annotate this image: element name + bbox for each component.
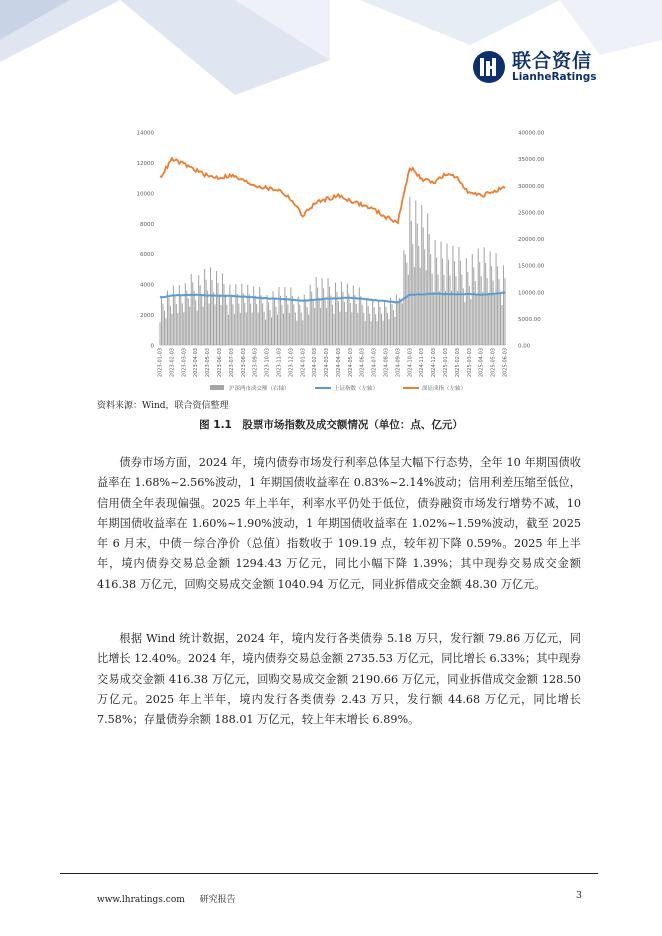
turnover-bar xyxy=(481,276,482,345)
turnover-bar xyxy=(391,304,392,345)
turnover-bar xyxy=(411,221,412,345)
x-axis-tick-label: 2024-05-03 xyxy=(347,348,354,378)
turnover-bar xyxy=(192,282,193,345)
turnover-bar xyxy=(203,307,204,345)
turnover-bar xyxy=(226,305,227,345)
turnover-bar xyxy=(430,254,431,345)
turnover-bar xyxy=(209,303,210,345)
turnover-bar xyxy=(252,313,253,345)
turnover-bar xyxy=(438,275,439,345)
x-axis-tick-label: 2024-12-03 xyxy=(431,348,438,378)
turnover-bar xyxy=(231,295,232,345)
turnover-bar xyxy=(180,294,181,345)
turnover-bar xyxy=(354,295,355,345)
turnover-bar xyxy=(265,320,266,345)
x-axis-tick-label: 2024-08-03 xyxy=(383,348,390,378)
logo-chinese-name: 联合资信 xyxy=(512,49,593,72)
turnover-bar xyxy=(284,287,285,345)
turnover-bar xyxy=(271,318,272,345)
turnover-bar xyxy=(213,292,214,345)
legend-label: 上证指数（左轴） xyxy=(334,386,379,392)
turnover-bar xyxy=(316,277,317,345)
turnover-bar xyxy=(415,201,416,345)
turnover-bar xyxy=(348,293,349,345)
turnover-bar xyxy=(243,293,244,345)
turnover-bar xyxy=(342,292,343,345)
turnover-bar xyxy=(472,254,473,345)
turnover-bar xyxy=(293,304,294,345)
turnover-bar xyxy=(386,307,387,345)
turnover-bar xyxy=(313,300,314,345)
turnover-bar xyxy=(216,271,217,345)
turnover-bar xyxy=(494,294,495,345)
legend-label: 深证成指（左轴） xyxy=(422,386,467,392)
turnover-bar xyxy=(255,296,256,345)
chart-svg xyxy=(120,120,560,410)
turnover-bar xyxy=(458,247,459,345)
turnover-bar xyxy=(195,300,196,345)
stock-market-chart xyxy=(120,120,560,410)
right-axis-tick-label: 25000.00 xyxy=(518,210,545,217)
turnover-bar xyxy=(353,286,354,345)
x-axis-tick-label: 2023-02-03 xyxy=(169,348,176,378)
turnover-bar xyxy=(420,268,421,345)
turnover-bar xyxy=(286,296,287,345)
x-axis-tick-label: 2025-03-03 xyxy=(466,348,473,378)
turnover-bar xyxy=(451,291,452,345)
left-axis-tick-label: 12000 xyxy=(136,160,154,167)
turnover-bar xyxy=(258,312,259,345)
turnover-bar xyxy=(281,305,282,345)
turnover-bar xyxy=(380,307,381,345)
turnover-bar xyxy=(433,292,434,345)
turnover-bar xyxy=(301,313,302,345)
turnover-bar xyxy=(238,303,239,345)
turnover-bar xyxy=(394,317,395,345)
x-axis-tick-label: 2024-10-03 xyxy=(407,348,414,378)
turnover-bar xyxy=(502,305,503,345)
turnover-bar xyxy=(167,291,168,345)
turnover-bar xyxy=(402,303,403,345)
x-axis-tick-label: 2024-03-03 xyxy=(324,348,331,378)
turnover-bar xyxy=(317,288,318,345)
paragraph-wind-statistics xyxy=(97,629,581,730)
turnover-bar xyxy=(302,320,303,345)
turnover-bar xyxy=(189,307,190,345)
x-axis-tick-label: 2025-04-03 xyxy=(478,348,485,378)
turnover-bar xyxy=(333,314,334,345)
source-note: 资料来源：Wind，联合资信整理 xyxy=(97,401,229,411)
turnover-bar xyxy=(418,246,419,345)
x-axis-tick-label: 2023-09-03 xyxy=(252,348,259,378)
x-axis-tick-label: 2024-07-03 xyxy=(371,348,378,378)
turnover-bar xyxy=(452,246,453,345)
turnover-bar xyxy=(442,258,443,345)
turnover-bar xyxy=(377,321,378,345)
right-axis-tick-label: 15000.00 xyxy=(518,263,545,270)
turnover-bar xyxy=(174,295,175,345)
turnover-bar xyxy=(341,281,342,345)
turnover-bar xyxy=(435,240,436,345)
turnover-bar xyxy=(444,275,445,345)
turnover-bar xyxy=(356,304,357,345)
turnover-bar xyxy=(408,275,409,345)
turnover-bar xyxy=(393,310,394,345)
turnover-bar xyxy=(476,295,477,345)
turnover-bar xyxy=(268,302,269,345)
right-axis-tick-label: 40000.00 xyxy=(518,130,545,137)
turnover-bar xyxy=(241,284,242,345)
turnover-bar xyxy=(320,308,321,345)
turnover-bar xyxy=(400,299,401,345)
turnover-bar xyxy=(212,280,213,345)
turnover-bar xyxy=(359,287,360,345)
right-axis-tick-label: 35000.00 xyxy=(518,157,545,164)
left-axis-tick-label: 2000 xyxy=(140,313,154,320)
turnover-bar xyxy=(278,287,279,345)
turnover-bar xyxy=(406,263,407,345)
turnover-bar xyxy=(206,280,207,345)
turnover-bar xyxy=(246,312,247,345)
turnover-bar xyxy=(270,310,271,345)
turnover-bar xyxy=(274,299,275,345)
x-axis-tick-label: 2024-02-03 xyxy=(312,348,319,378)
turnover-bar xyxy=(449,275,450,345)
turnover-bar xyxy=(496,253,497,345)
turnover-bar xyxy=(466,258,467,345)
turnover-bar xyxy=(170,306,171,345)
footer-divider xyxy=(60,873,598,874)
turnover-bar xyxy=(267,295,268,345)
turnover-bar xyxy=(259,287,260,345)
turnover-bar xyxy=(426,270,427,345)
turnover-bar xyxy=(347,284,348,345)
turnover-bar xyxy=(262,304,263,345)
turnover-bar xyxy=(421,205,422,345)
turnover-bar xyxy=(390,298,391,345)
turnover-bar xyxy=(229,284,230,345)
turnover-bar xyxy=(351,312,352,345)
turnover-bar xyxy=(464,302,465,345)
turnover-bar xyxy=(432,274,433,345)
turnover-bar xyxy=(439,291,440,345)
turnover-bar xyxy=(365,321,366,345)
turnover-bar xyxy=(250,304,251,345)
turnover-bar xyxy=(491,266,492,345)
paragraph-text: 根据 Wind 统计数据，2024 年，境内发行各类债券 5.18 万只，发行额 79.86 万亿元，同比增长 12.40%。2024 年，境内债券交易总金额 2735.53 万亿元，同比增长 6.33%；其中现券交易成交金额 416.38 万亿元，回购交易成交金额 2190.66 万亿元，同业拆借成交金额 128.50 万亿元。2025 年上半年，境内发行各类债券 2.43 万只，发行额 44.68 万亿元，同比增长 7.58%；存量债券余额 188.01 万亿元，较上年末增长 6.89%。 xyxy=(97,632,581,727)
turnover-bar xyxy=(296,321,297,345)
turnover-bar xyxy=(463,288,464,345)
turnover-bar xyxy=(344,302,345,345)
turnover-bar xyxy=(424,249,425,345)
turnover-bar xyxy=(234,314,235,345)
left-axis-tick-label: 14000 xyxy=(136,130,154,137)
turnover-bar xyxy=(185,283,186,345)
turnover-bar xyxy=(191,274,192,345)
turnover-bar xyxy=(253,287,254,345)
turnover-bar xyxy=(326,308,327,345)
turnover-bar xyxy=(298,296,299,345)
left-axis-tick-label: 6000 xyxy=(140,252,154,259)
x-axis-tick-label: 2023-01-03 xyxy=(157,348,164,378)
turnover-bar xyxy=(290,287,291,345)
turnover-bar xyxy=(357,313,358,345)
turnover-bar xyxy=(475,281,476,345)
turnover-bar xyxy=(455,276,456,345)
turnover-bar xyxy=(204,269,205,345)
x-axis-tick-label: 2024-09-03 xyxy=(395,348,402,378)
turnover-bar xyxy=(383,321,384,345)
turnover-bar xyxy=(473,268,474,345)
turnover-bar xyxy=(409,197,410,345)
turnover-bar xyxy=(283,313,284,345)
turnover-bar xyxy=(384,300,385,345)
turnover-bar xyxy=(336,292,337,345)
logo-english-name: LianheRatings xyxy=(512,70,597,83)
turnover-bar xyxy=(176,304,177,345)
turnover-bar xyxy=(186,290,187,345)
x-axis-tick-label: 2023-07-03 xyxy=(228,348,235,378)
turnover-bar xyxy=(381,314,382,345)
turnover-bar xyxy=(360,296,361,345)
turnover-bar xyxy=(366,298,367,345)
turnover-bar xyxy=(387,313,388,345)
x-axis-tick-label: 2023-06-03 xyxy=(216,348,223,378)
turnover-bar xyxy=(423,228,424,345)
turnover-bar xyxy=(417,224,418,345)
turnover-bar xyxy=(287,304,288,345)
x-axis-tick-label: 2025-01-03 xyxy=(443,348,450,378)
x-axis-tick-label: 2024-01-03 xyxy=(300,348,307,378)
left-axis-tick-label: 4000 xyxy=(140,282,154,289)
turnover-bar xyxy=(345,312,346,345)
turnover-bar xyxy=(219,294,220,345)
page-header xyxy=(0,0,662,100)
turnover-bar xyxy=(162,304,163,345)
x-axis-tick-label: 2023-10-03 xyxy=(264,348,271,378)
turnover-bar xyxy=(482,292,483,345)
x-axis-tick-label: 2023-04-03 xyxy=(193,348,200,378)
turnover-bar xyxy=(460,261,461,345)
turnover-bar xyxy=(397,301,398,345)
right-axis-tick-label: 10000.00 xyxy=(518,290,545,297)
turnover-bar xyxy=(237,294,238,345)
turnover-bar xyxy=(280,296,281,345)
turnover-bar xyxy=(310,285,311,345)
turnover-bar xyxy=(448,260,449,345)
turnover-bar xyxy=(487,278,488,345)
right-axis-tick-label: 5000.00 xyxy=(518,316,541,323)
turnover-bar xyxy=(470,299,471,345)
turnover-bar xyxy=(207,291,208,345)
turnover-bar xyxy=(197,311,198,345)
turnover-bar xyxy=(198,275,199,345)
shenzhen-index-line xyxy=(160,158,505,223)
turnover-bar xyxy=(330,296,331,345)
page-number: 3 xyxy=(576,890,583,901)
turnover-bar xyxy=(275,307,276,345)
footer-website[interactable]: www.lhratings.com xyxy=(97,895,185,905)
x-axis-tick-label: 2025-05-03 xyxy=(490,348,497,378)
turnover-bar xyxy=(188,298,189,345)
x-axis-tick-label: 2023-08-03 xyxy=(240,348,247,378)
turnover-bar xyxy=(371,321,372,345)
turnover-bar xyxy=(378,300,379,345)
turnover-bar xyxy=(228,315,229,345)
turnover-bar xyxy=(183,312,184,345)
left-axis-tick-label: 10000 xyxy=(136,191,154,198)
turnover-bar xyxy=(363,313,364,345)
left-axis-tick-label: 8000 xyxy=(140,221,154,228)
right-axis-tick-label: 20000.00 xyxy=(518,237,545,243)
turnover-bar xyxy=(177,313,178,345)
turnover-bar xyxy=(308,315,309,345)
turnover-bar xyxy=(322,278,323,345)
turnover-bar xyxy=(503,265,504,345)
turnover-bar xyxy=(292,296,293,345)
turnover-bar xyxy=(445,291,446,345)
legend-label: 沪深两市成交额（右轴） xyxy=(229,386,290,392)
turnover-bar xyxy=(500,292,501,345)
turnover-bar xyxy=(493,280,494,345)
turnover-bar xyxy=(305,301,306,345)
turnover-bar xyxy=(414,267,415,345)
turnover-bar xyxy=(168,298,169,345)
turnover-bar xyxy=(478,248,479,345)
turnover-bar xyxy=(488,293,489,345)
turnover-bar xyxy=(484,247,485,345)
right-axis-tick-label: 30000.00 xyxy=(518,183,545,190)
turnover-bar xyxy=(164,311,165,345)
turnover-bar xyxy=(375,314,376,345)
turnover-bar xyxy=(165,318,166,345)
turnover-bar xyxy=(490,251,491,345)
x-axis-tick-label: 2023-11-03 xyxy=(276,348,283,378)
turnover-bar xyxy=(374,307,375,345)
turnover-bar xyxy=(499,279,500,345)
turnover-bar xyxy=(299,305,300,345)
turnover-bar xyxy=(232,304,233,345)
x-axis-tick-label: 2025-02-03 xyxy=(454,348,461,378)
turnover-bar xyxy=(338,301,339,345)
figure-caption: 图 1.1 股票市场指数及成交额情况（单位：点、亿元） xyxy=(199,419,463,431)
turnover-bar xyxy=(372,299,373,345)
turnover-bar xyxy=(454,261,455,345)
turnover-bar xyxy=(247,285,248,345)
turnover-bar xyxy=(350,303,351,345)
turnover-bar xyxy=(277,315,278,345)
turnover-bar xyxy=(220,305,221,345)
turnover-bar xyxy=(161,297,162,345)
x-axis-tick-label: 2025-06-03 xyxy=(502,348,509,378)
turnover-bar xyxy=(173,285,174,345)
turnover-bar xyxy=(467,272,468,345)
turnover-bar xyxy=(217,283,218,345)
x-axis-tick-label: 2023-05-03 xyxy=(205,348,212,378)
turnover-bar xyxy=(436,258,437,345)
x-axis-tick-label: 2023-03-03 xyxy=(181,348,188,378)
turnover-bar xyxy=(235,284,236,345)
turnover-bar xyxy=(329,287,330,345)
footer-info xyxy=(97,892,248,905)
turnover-bar xyxy=(314,308,315,345)
turnover-bar xyxy=(304,295,305,345)
paragraph-text: 债券市场方面，2024 年，境内债券市场发行利率总体呈大幅下行态势，全年 10 年期国债收益率在 1.68%~2.56%波动，1 年期国债收益率在 0.83%~2.14%波动；信用利差压缩至低位，信用债全年表现偏强。2025 年上半年，利率水平仍处于低位，债券融资市场发行增势不减，10 年期国债收益率在 1.60%~1.90%波动，1 年期国债收益率在 1.02%~1.59%波动，截至 2025 年 6 月末，中债－综合净价（总值）指数收于 109.19 点，较年初下降 0.59%。2025 年上半年，境内债券交易总金额 1294.43 万亿元，同比小幅下降 1.39%；其中现券交易成交金额 416.38 万亿元，回购交易成交金额 1040.94 万亿元，同业拆借成交金额 48.30 万亿元。 xyxy=(97,456,581,591)
turnover-bar xyxy=(244,303,245,345)
turnover-bar xyxy=(457,291,458,345)
turnover-bar xyxy=(182,303,183,345)
turnover-bar xyxy=(215,304,216,345)
x-axis-tick-label: 2023-12-03 xyxy=(288,348,295,378)
turnover-bar xyxy=(332,305,333,345)
turnover-bar xyxy=(369,314,370,345)
lianhe-logo-icon xyxy=(472,50,506,84)
turnover-bar xyxy=(362,305,363,345)
turnover-bar xyxy=(222,273,223,345)
turnover-bar xyxy=(497,266,498,345)
turnover-bar xyxy=(461,275,462,345)
paragraph-bond-market xyxy=(97,453,581,595)
turnover-bar xyxy=(328,278,329,345)
turnover-bar xyxy=(319,298,320,345)
turnover-bar xyxy=(479,262,480,345)
turnover-bar xyxy=(335,283,336,345)
right-axis-tick-label: 0.00 xyxy=(518,343,531,350)
x-axis-tick-label: 2024-06-03 xyxy=(359,348,366,378)
turnover-bar xyxy=(225,294,226,345)
turnover-bar xyxy=(504,278,505,345)
turnover-bar xyxy=(485,263,486,345)
turnover-bar xyxy=(427,213,428,345)
turnover-bar xyxy=(307,307,308,345)
turnover-bar xyxy=(249,294,250,345)
turnover-bar xyxy=(323,288,324,345)
turnover-bar xyxy=(339,312,340,345)
turnover-bar xyxy=(295,313,296,345)
turnover-bar xyxy=(261,295,262,345)
turnover-bar xyxy=(429,234,430,345)
x-axis-tick-label: 2024-04-03 xyxy=(335,348,342,378)
footer-report-type: 研究报告 xyxy=(199,895,236,905)
turnover-bar xyxy=(201,296,202,345)
turnover-bar xyxy=(388,319,389,345)
turnover-bar xyxy=(159,322,160,345)
turnover-bar xyxy=(223,284,224,345)
turnover-bar xyxy=(289,313,290,345)
turnover-bar xyxy=(405,254,406,345)
turnover-bar xyxy=(171,314,172,345)
turnover-bar xyxy=(194,291,195,345)
left-axis-tick-label: 0 xyxy=(150,343,154,350)
turnover-bar xyxy=(210,267,211,345)
lianhe-logo xyxy=(472,50,596,84)
turnover-bar xyxy=(240,313,241,345)
x-axis-tick-label: 2024-11-03 xyxy=(419,348,426,378)
turnover-bar xyxy=(399,298,400,345)
turnover-bar xyxy=(264,312,265,345)
turnover-bar xyxy=(325,298,326,345)
legend-turnover-swatch xyxy=(210,385,224,390)
turnover-bar xyxy=(368,306,369,345)
turnover-bar xyxy=(256,304,257,345)
